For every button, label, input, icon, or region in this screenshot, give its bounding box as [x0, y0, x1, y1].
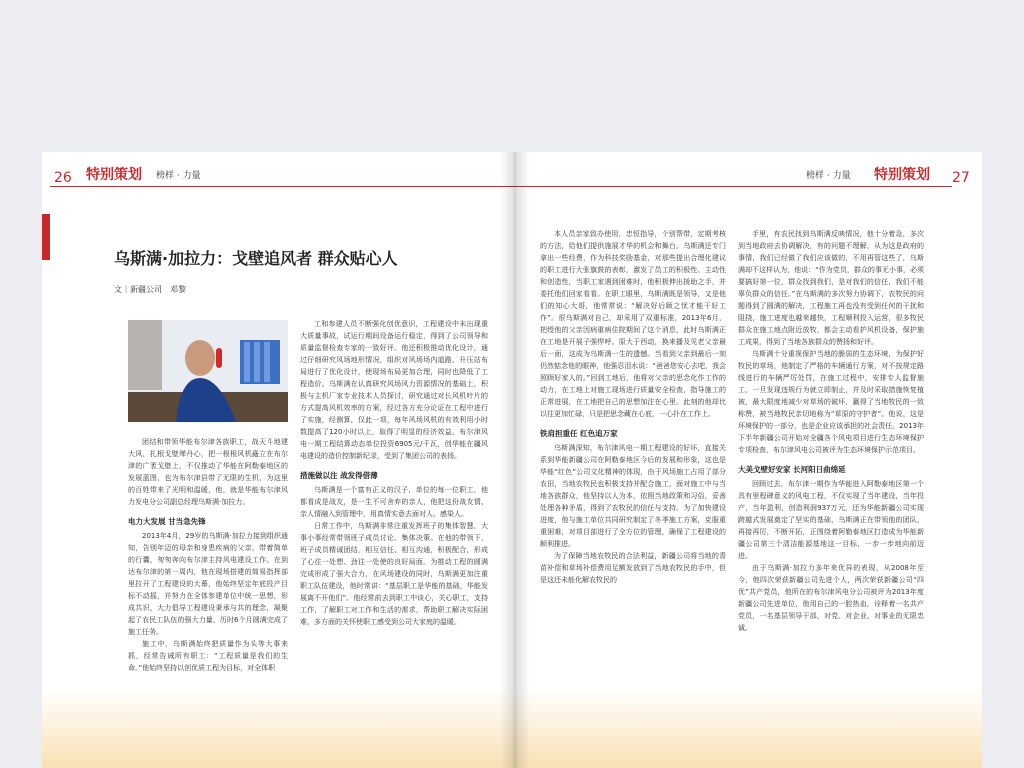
paragraph: 2013年4月，29岁的乌斯满·加拉力接到组织通知，告别年迈的母亲和身患疾病的父亲，带着简单的行囊，匆匆奔向布尔津主持风电建设工作。在到达布尔津的第一周内，他在现场搭建的简易指挥部里拉开了工程建设的大幕，他始终坚定年底投产目标不动摇，并努力在全体参建单位中统一思想，形成共识，大力倡导工程建设秉承与共的理念，凝聚起了农民工队伍的强大力量，历时6个月圆满完成了施工任务。 [128, 532, 288, 636]
subheading: 电力大发展 甘当急先锋 [128, 517, 206, 526]
subheading: 大美戈壁好安家 长河阳日曲绵延 [738, 465, 846, 474]
header-rule-left [50, 186, 512, 187]
red-accent-bar [42, 214, 50, 260]
paragraph: 施工中，乌斯满始终把质量作为头等大事来抓，经常告诫所有职工：“工程质量是我们的生命。”他始终坚持以创优质工程为目标，对全体职 [128, 640, 288, 672]
article-byline: 文｜新疆公司 邓黎 [114, 285, 186, 294]
header-rule-right [512, 186, 952, 187]
header-sub-right: 榜样 · 力量 [806, 171, 851, 181]
page-number-left: 26 [54, 170, 72, 186]
paragraph: 乌斯满十分重视保护当地的脆弱的生态环境，为保护好牧民的草场，他制定了严格的车辆通行方案，对不按规定路线进行的车辆严厉处罚，在施工过程中，安排专人监督施工，一旦发现违规行为就立即制止，并及时采取措施恢复植被，最大限度地减少对草场的破坏，赢得了当地牧民的一致称赞，被当地牧民亲切地称为“草原的守护者”。他说，这是环境保护的一部分，也是企业应该承担的社会责任。2013年下半年新疆公司开始对全疆各个风电项目进行生态环境保护专项检查，布尔津风电公司被评为生态环境保护示范项目。 [738, 350, 924, 454]
portrait-illustration [128, 320, 288, 422]
book-spine-shadow [500, 152, 530, 768]
paragraph: 手里，有农民找到乌斯满反映情况，他十分着急，多次到当地政府去协调解决，有的问题不理解，从为这是政府的事情，我们已经做了我们应该做的，不用再管这些了，乌斯满却不这样认为，他说：“作为党员，群众的事无小事，必须要搞好第一位，群众找到我们，是对我们的信任，我们不能辜负群众的信任。”在乌斯满的多次努力协调下，农牧民的问题得到了圆满的解决，工程施工再也没有受到任何的干扰和阻挠，施工进度也越来越快，工程顺利投入运营，很多牧民群众在施工地点附近放牧，都会主动看护风机设备，保护施工成果，得到了当地各族群众的赞扬和好评。 [738, 230, 924, 346]
bottom-gradient [42, 688, 512, 768]
text-column-4 [738, 228, 924, 758]
section-label-left: 特别策划 [86, 167, 142, 183]
paragraph: 由于乌斯满·加拉力多年来优异的表现，从2008年至今，他四次荣获新疆公司先进个人，两次荣获新疆公司“四优”共产党员，他所在的布尔津风电分公司被评为2013年度新疆公司先进单位，他用自己的一腔热血，诠释着一名共产党员，一名基层领导干部，对党、对企业、对事业的无限忠诚。 [738, 564, 924, 632]
paragraph: 本人员亲家致办使用，忠恒指导，个别帮带，定期考核的方法，给他们提供施展才华的机会和舞台。乌斯满还专门拿出一些经费，作为科技奖励基金，对那些提出合理化建议的职工进行大张旗鼓的表彰，激发了员工的积极性、主动性和创造性，当职工家遇到困难时，他积极伸出援助之手，并委托他们回家看看。在职工眼里，乌斯满既是领导，又是他们的知心大哥，他常常说：“解决好后顾之忧才能干好工作”。很乌斯满对自己，却采用了双重标准，2013年6月，把绶他的父亲因病重病住院期间了这个消息，此时乌斯满正在工地是开展子强悍呼。原大于西动，换来播及见老父亲最后一面，这成为乌斯满一生的遗憾。当看到父亲到最后一刻仍然惦念他的眼神，他强忍泪水说：“爸爸您安心去吧，我会照顾好家人的。”回到工地后，他将对父亲的思念化作工作的动力，在工地上对施工现场进行质量安全检查，指导施工的正常进展，在工地把自己的思想加注在心里。此刻的他却比以往更加忙碌，只是把思念藏在心底，一心扑在工作上。 [540, 230, 726, 418]
right-page [512, 152, 982, 768]
paragraph: 工和参建人员不断强化创优意识，工程建设中未出现重大质量事故，试运行期间设备运行稳定，得到了公司领导和质量监督检查专家的一致好评。他还积极推动优化设计，通过仔细研究风场地形情况，组织对风场场内道路、升压站布局进行了优化设计，使现场布局更加合理，同时也降低了工程造价。乌斯满在认真研究风场风力资源情况的基础上，积极与主机厂家专业技术人员探讨，研究通过对长风机叶片的方式提高风机效率的方案，经过各方充分论证在工程中进行了实施，经测算，仅此一项，每年风场风机的有效利用小时数提高了120小时以上，取得了明显的经济效益。布尔津风电一期工程结算动态单位投资6905元/千瓦，创华能在疆风电建设的造价控制新纪录，受到了集团公司的表扬。 [300, 320, 488, 460]
paragraph: 为了保障当地农牧民的合法利益，新疆公司将当地的青苗补偿和草场补偿费用足额发放到了当地农牧民的手中，但是这还未能化解农牧民的 [540, 552, 726, 584]
paragraph: 回顾过去，布尔津一期作为华能进入阿勒泰地区第一个具有里程碑意义的风电工程，不仅实现了当年建设，当年投产，当年盈利，创造利润937万元，还为华能新疆公司实现跨越式发展奠定了坚实的基础，乌斯满正在带领他的团队，再接再厉，不断开拓，正围绕着阿勒泰地区打造成为华能新疆公司第三个清洁能源基地这一目标，一步一步地向前迈进。 [738, 480, 924, 560]
page-number-right: 27 [952, 170, 970, 186]
subheading: 措施做以注 战发得借薄 [300, 471, 378, 480]
portrait-photo [128, 320, 288, 422]
paragraph: 乌斯满深知，布尔津风电一期工程建设的好坏，直接关系到华能新疆公司在阿勒泰地区今后的发展和形象，这也是华能“红色”公司文化精神的体现，由于风场施工占用了部分农田，当地农牧民也积极支持并配合施工，面对施工中与当地各族群众，他坚持以人为本，依照当地政策和习俗，妥善处理各种矛盾，得到了农牧民的信任与支持。为了加快建设进度，他与施工单位共同研究制定了冬季施工方案，克服重重困难，对项目部进行了全方位的管理，确保了工程建设的顺利推进。 [540, 444, 726, 548]
paragraph: 团结和带领华能布尔津各族职工，战天斗地建大风，扎根戈壁殚丹心，把一根根风机矗立在布尔津的广袤戈壁上，不仅推动了华能在阿勒泰地区的发展蓝图，也为布尔津县带了无限的生机，为这里的百姓带来了光明和温暖，他，就是华能布尔津风力发电分公司副总经理乌斯满·加拉力。 [128, 438, 288, 506]
article-title: 乌斯满·加拉力：戈壁追风者 群众贴心人 [114, 249, 398, 268]
paragraph: 日常工作中，乌斯满非常注重发挥班子的集体智慧，大事小事经常带领班子成员讨论、集体决策。在他的带领下，班子成员精诚团结，相互信任、相互沟通，积极配合，形成了心往一处想、劲往一处使的良好局面。为推动工程的圆满完成形成了强大合力，在风场建设的同时，乌斯满更加注重职工队伍建设，他时常讲：“基层职工是华能的基础，华能发展离不开他们”。他经常前去到职工中谈心，关心职工，支持工作，了解职工对工作和生活的需求，帮助职工解决实际困难，多方面的关怀使职工感受到公司大家庭的温暖。 [300, 522, 488, 626]
text-column-3 [540, 228, 726, 758]
header-sub-left: 榜样 · 力量 [156, 171, 201, 181]
section-label-right: 特别策划 [874, 167, 930, 183]
paragraph: 乌斯满是一个富有正义的汉子，单位的每一位职工，他都看成是战友，是一生不可舍弃的亲人，他把这份战友情、亲人情融入到管理中，用真情实意去面对人、感染人。 [300, 486, 488, 518]
subheading: 铁肩担重任 红色追万家 [540, 429, 618, 438]
left-page [42, 152, 512, 768]
bottom-gradient [512, 688, 982, 768]
